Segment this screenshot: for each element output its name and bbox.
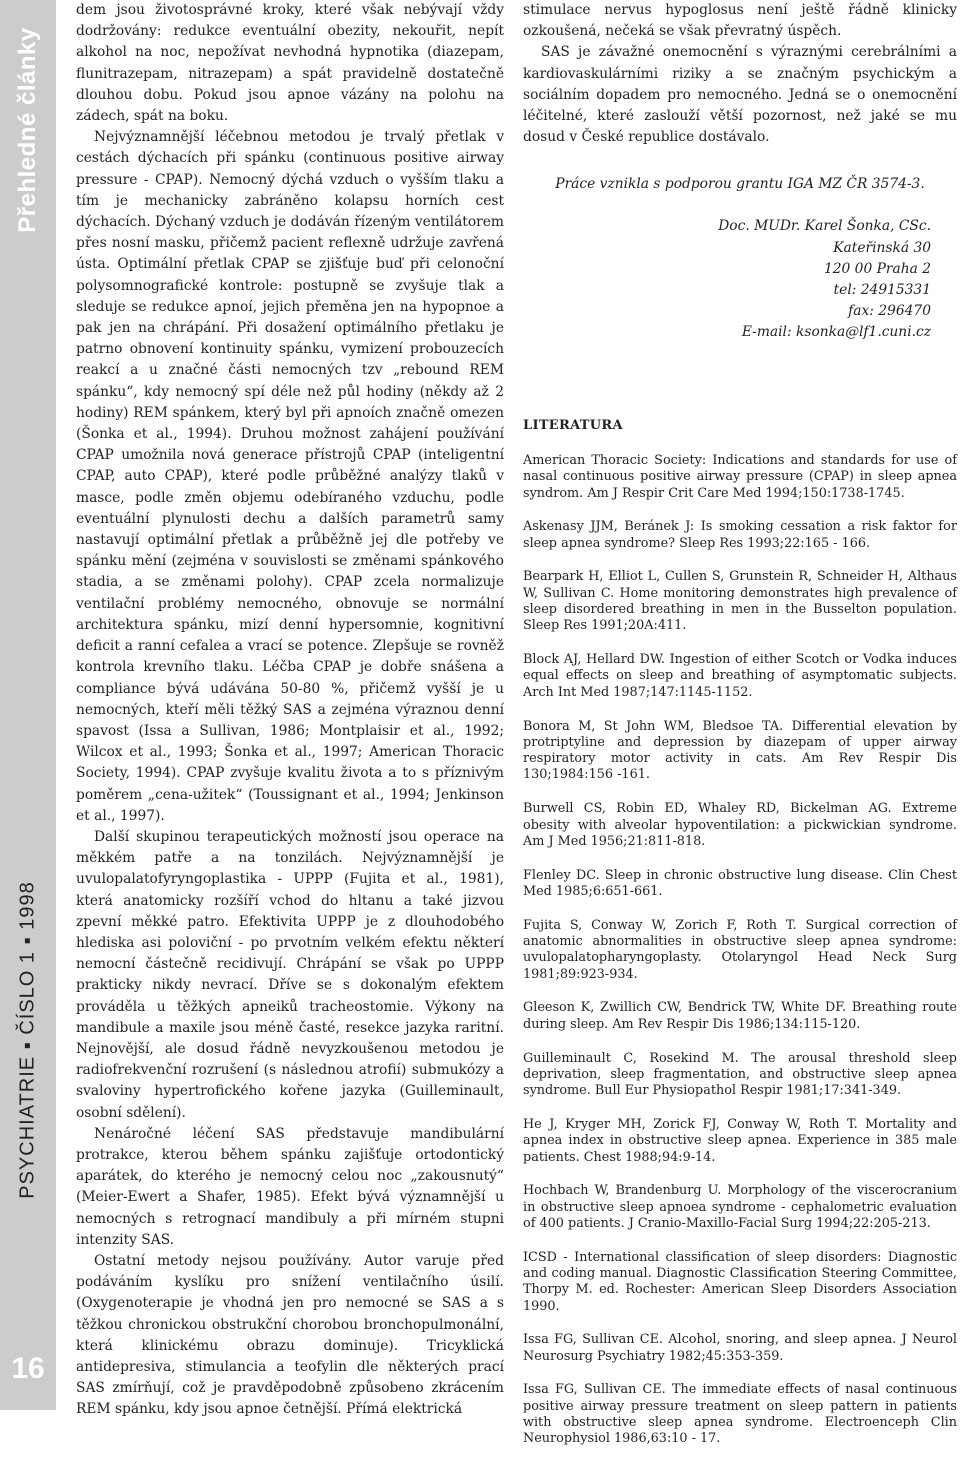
reference-list bbox=[523, 453, 957, 1465]
right-column bbox=[523, 0, 957, 1447]
sidebar bbox=[0, 0, 56, 1410]
reference-item: He J, Kryger MH, Zorick FJ, Conway W, Roth T. Mortality and apnea index in obstructive sleep apnea. Experience in 385 male patients. Chest 1988;94:9-14. bbox=[523, 1116, 957, 1165]
reference-item: Guilleminault C, Rosekind M. The arousal threshold sleep deprivation, sleep fragmentation, and obstructive sleep apnea syndrome. Bull Eur Physiopathol Respir 1981;17:341-349. bbox=[523, 1050, 957, 1099]
reference-item: American Thoracic Society: Indications and standards for use of nasal continuous positive airway pressure (CPAP) in sleep apnea syndrom. Am J Respir Crit Care Med 1994;150:1738-1745. bbox=[523, 453, 957, 501]
reference-item: Bearpark H, Elliot L, Cullen S, Grunstein R, Schneider H, Althaus W, Sullivan C. Home monitoring demonstrates high prevalence of sleep disordered breathing in men in the Busselton population. Sleep Res 1991;20A:411. bbox=[523, 569, 957, 634]
body-paragraph: Nejvýznamnější léčebnou metodou je trvalý přetlak v cestách dýchacích při spánku (continuous positive airway pressure - CPAP). Nemocný dýchá vzduch o vyšším tlaku a tím je mechanicky zabráněno kolapsu horních cest dýchacích. Dýchaný vzduch je dodáván řízeným ventilátorem přes nosní masku, přičemž pacient reflexně udržuje zavřená ústa. Optimální přetlak CPAP se zjišťuje buď při celonoční polysomnografické kontrole: postupně se zvyšuje tlak a sleduje se redukce apnoí, jejich přeměna jen na hypopnoe a pak jen na chrápání. Při dosažení optimálního přetlaku je patrno obnovení kontinuity spánku, vymizení probouzecích reakcí a u značné části nemocných tzv „rebound REM spánku“, kdy nemocný spí déle než půl hodiny (někdy až 2 hodiny) REM spánkem, který byl při apnoích značně omezen (Šonka et al., 1994). Druhou možnost zahájení používání CPAP umožnila nová generace přístrojů CPAP (inteligentní CPAP, auto CPAP), které podle průběžné analýzy tlaků v masce, podle změn objemu odebíraného vzduchu, podle eventuální plynulosti dechu a dalších parametrů samy nastavují optimální přetlak a průběžně jej dle potřeby ve spánku mění (zejména v souvislosti se změnami spánkového stadia, a se změnami polohy). CPAP zcela normalizuje ventilační problémy nemocného, obnovuje se normální architektura spánku, mizí denní hypersomnie, kognitivní deficit a ranní cefalea a vrací se potence. Zlepšuje se rovněž kontrola krevního tlaku. Léčba CPAP je dobře snášena a compliance bývá udávána 50-80 %, přičemž vyšší je u nemocných, kteří měli těžký SAS a zejména výraznou denní spavost (Issa a Sullivan, 1986; Montplaisir et al., 1992; Wilcox et al., 1993; Šonka et al., 1997; American Thoracic Society, 1994). CPAP zvyšuje kvalitu života a to s příznivým poměrem „cena-užitek“ (Toussignant et al., 1994; Jenkinson et al., 1997). bbox=[76, 129, 504, 824]
reference-item: Issa FG, Sullivan CE. The immediate effects of nasal continuous positive airway pressure treatment on sleep pattern in patients with obstructive sleep apnea syndrome. Electroenceph Clin Neurophysiol 1986,63:10 - 17. bbox=[523, 1382, 957, 1447]
reference-item: Askenasy JJM, Beránek J: Is smoking cessation a risk faktor for sleep apnea syndrome? Sleep Res 1993;22:165 - 166. bbox=[523, 519, 957, 551]
author-address bbox=[523, 216, 957, 343]
body-paragraph: Nenáročné léčení SAS představuje mandibulární protrakce, kterou během spánku zajišťuje ortodontický aparátek, do kterého je nemocný celou noc „zakousnutý“ (Meier-Ewert a Shafer, 1985). Efekt bývá významnější u nemocných s retrognací mandibuly a při mírném stupni intenzity SAS. bbox=[76, 1125, 504, 1248]
reference-item: Gleeson K, Zwillich CW, Bendrick TW, White DF. Breathing route during sleep. Am Rev Respir Dis 1986;134:115-120. bbox=[523, 1000, 957, 1032]
body-paragraph: SAS je závažné onemocnění s výraznými cerebrálními a kardiovaskulárními riziky a se značným psychickým a sociálním dopadem pro nemocného. Jedná se o onemocnění léčitelné, které zaslouží větší pozornost, než jaké se mu dosud v České republice dostávalo. bbox=[523, 44, 957, 146]
reference-item: Block AJ, Hellard DW. Ingestion of either Scotch or Vodka induces equal effects on sleep and breathing of asymptomatic subjects. Arch Int Med 1987;147:1145-1152. bbox=[523, 652, 957, 700]
body-paragraph: dem jsou životosprávné kroky, které však nebývají vždy dodržovány: redukce eventuální obezity, nekouřit, nepít alkohol na noc, nepožívat nevhodná hypnotika (diazepam, flunitrazepam, nitrazepam) a spát pravidelně dostatečně dlouhou dobu. Pokud jsou apnoe vázány na polohu na zádech, spát na boku. bbox=[76, 2, 504, 125]
reference-item: Hochbach W, Brandenburg U. Morphology of the viscerocranium in obstructive sleep apnoea syndrome - cephalometric evaluation of 400 patients. J Cranio-Maxillo-Facial Surg 1994;22:205-213. bbox=[523, 1183, 957, 1231]
reference-item: ICSD - International classification of sleep disorders: Diagnostic and coding manual. Diagnostic Classification Steering Committee, Thorpy M. ed. Rochester: American Sleep Disorders Association 1990. bbox=[523, 1249, 957, 1314]
author-city: 120 00 Praha 2 bbox=[823, 260, 931, 277]
reference-item: Bonora M, St John WM, Bledsoe TA. Differential elevation by protriptyline and depression by diazepam of upper airway respiratory motor activity in cats. Am Rev Respir Dis 130;1984:156 -161. bbox=[523, 718, 957, 783]
author-street: Kateřinská 30 bbox=[833, 239, 931, 256]
reference-item: Issa FG, Sullivan CE. Alcohol, snoring, and sleep apnea. J Neurol Neurosurg Psychiatry 1982;45:353-359. bbox=[523, 1332, 957, 1364]
left-column bbox=[76, 0, 504, 1421]
grant-note: Práce vznikla s podporou grantu IGA MZ ČR 3574-3. bbox=[555, 176, 925, 193]
journal-issue-label: PSYCHIATRIE ▪ ČÍSLO 1 ▪ 1998 bbox=[16, 881, 39, 1199]
reference-item: Fujita S, Conway W, Zorich F, Roth T. Surgical correction of anatomic abnormalities in obstructive sleep apnea syndrome: uvulopalatopharyngoplasty. Otolaryngol Head Neck Surg 1981;89:923-934. bbox=[523, 917, 957, 982]
reference-item: Flenley DC. Sleep in chronic obstructive lung disease. Clin Chest Med 1985;6:651-661. bbox=[523, 867, 957, 899]
reference-item: Burwell CS, Robin ED, Whaley RD, Bickelman AG. Extreme obesity with alveolar hypoventilation: a pickwickian syndrome. Am J Med 1956;21:811-818. bbox=[523, 801, 957, 849]
section-title: Přehledné články bbox=[14, 27, 41, 233]
author-fax: fax: 296470 bbox=[848, 303, 931, 320]
page-number: 16 bbox=[11, 1352, 45, 1385]
author-name: Doc. MUDr. Karel Šonka, CSc. bbox=[718, 218, 931, 235]
author-email: E-mail: ksonka@lf1.cuni.cz bbox=[741, 324, 931, 341]
body-paragraph: Ostatní metody nejsou používány. Autor varuje před podáváním kyslíku pro snížení ventilačního úsilí. (Oxygenoterapie je vhodná jen pro nemocné se SAS a s těžkou chronickou obstrukční chorobou bronchopulmonální, která klinickému obrazu dominuje). Tricyklická antidepresiva, stimulancia a teofylin dle některých prací SAS zmírňují, což je pravděpodobně způsobeno zkrácením REM spánku, kdy jsou apnoe četnější. Přímá elektrická bbox=[76, 1252, 504, 1418]
body-paragraph: Další skupinou terapeutických možností jsou operace na měkkém patře a na tonzilách. Nejvýznamnější je uvulopalatofyryngoplastika - UPPP (Fujita et al., 1981), která anatomicky rozšíří vchod do hltanu a také jizvou zpevní měkké patro. Efektivita UPPP je z dlouhodobého hlediska asi poloviční - po prvotním velkém efektu některí nemocní částečně recidivují. Chrápání se však po UPPP prakticky nikdy nevrací. Dříve se s dokonalým efektem prováděla u těžkých apneiků tracheostomie. Výkony na mandibule a maxile jsou méně časté, resekce jazyka raritní. Nejnovější, ale dosud řádně nevyzkoušenou metodou je radiofrekvenční rozrušení (s následnou atrofií) submukózy a svaloviny hypertrofického kořene jazyka (Guilleminault, osobní sdělení). bbox=[76, 828, 504, 1121]
literature-heading: LITERATURA bbox=[523, 418, 623, 433]
body-paragraph: stimulace nervus hypoglosus není ještě řádně klinicky ozkoušená, nečeká se však převratný úspěch. bbox=[523, 2, 957, 40]
author-tel: tel: 24915331 bbox=[833, 282, 931, 299]
